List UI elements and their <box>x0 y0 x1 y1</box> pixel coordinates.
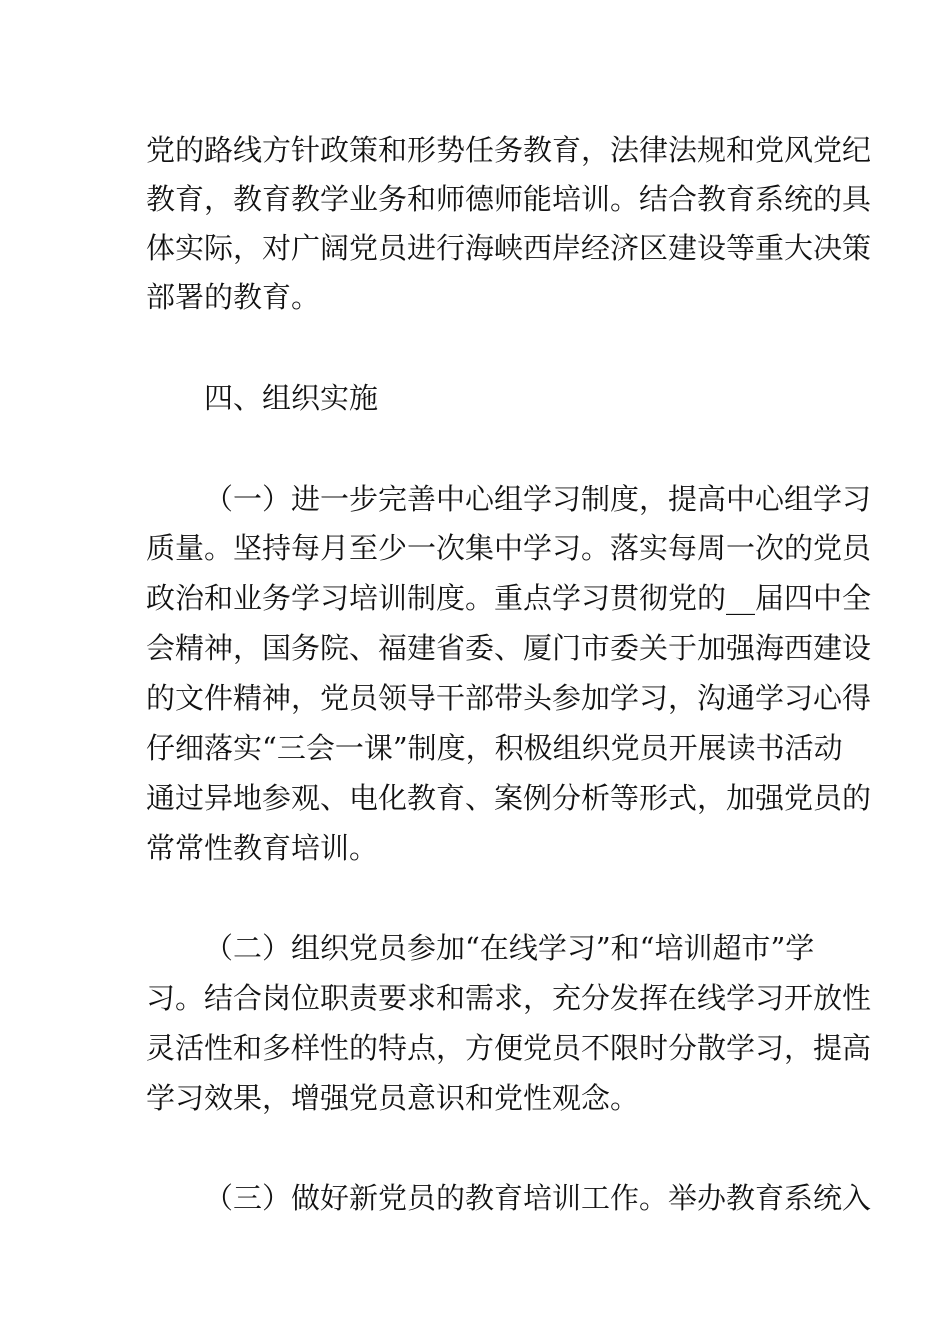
paragraph-intro-line: 体实际，对广阔党员进行海峡西岸经济区建设等重大决策 <box>146 231 872 265</box>
paragraph-intro-line: 部署的教育。 <box>146 280 321 314</box>
paragraph-2-line: （二）组织党员参加“在线学习”和“培训超市”学 <box>204 931 815 965</box>
paragraph-2-line: 习。结合岗位职责要求和需求，充分发挥在线学习开放性 <box>146 981 872 1015</box>
paragraph-2-line: 学习效果，增强党员意识和党性观念。 <box>146 1081 640 1115</box>
paragraph-intro-line: 党的路线方针政策和形势任务教育，法律法规和党风党纪 <box>146 133 872 167</box>
paragraph-1-line: 会精神，国务院、福建省委、厦门市委关于加强海西建设 <box>146 631 872 665</box>
paragraph-1-line: 通过异地参观、电化教育、案例分析等形式，加强党员的 <box>146 781 872 815</box>
paragraph-1-line: 政治和业务学习培训制度。重点学习贯彻党的__届四中全 <box>146 581 872 615</box>
paragraph-3-line: （三）做好新党员的教育培训工作。举办教育系统入 <box>204 1181 872 1215</box>
paragraph-1-line: 质量。坚持每月至少一次集中学习。落实每周一次的党员 <box>146 531 872 565</box>
paragraph-2-line: 灵活性和多样性的特点，方便党员不限时分散学习，提高 <box>146 1031 872 1065</box>
paragraph-1-line: 的文件精神，党员领导干部带头参加学习，沟通学习心得 <box>146 681 872 715</box>
section-heading: 四、组织实施 <box>204 381 379 415</box>
paragraph-1-line: 仔细落实“三会一课”制度，积极组织党员开展读书活动 <box>146 731 843 765</box>
paragraph-intro-line: 教育，教育教学业务和师德师能培训。结合教育系统的具 <box>146 182 872 216</box>
paragraph-1-line: （一）进一步完善中心组学习制度，提高中心组学习 <box>204 482 872 516</box>
paragraph-1-line: 常常性教育培训。 <box>146 831 379 865</box>
